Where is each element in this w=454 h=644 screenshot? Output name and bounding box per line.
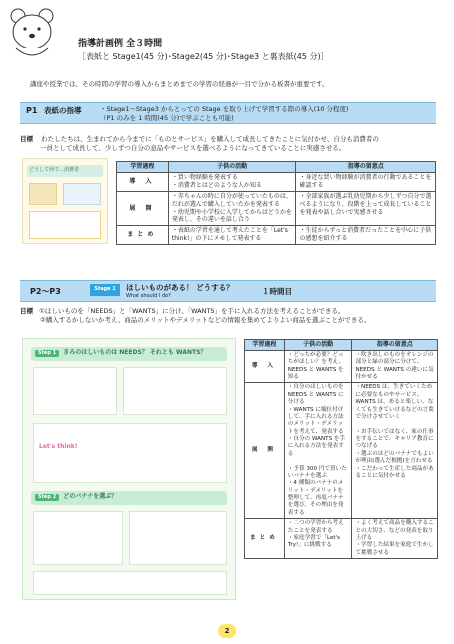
table-row — [117, 172, 436, 191]
table-row — [245, 350, 438, 383]
activity-cell: ・表紙の学習を通して考えたことを「Let's think!」の下にメモして発表する — [168, 226, 296, 245]
activity-cell: ・買い物経験を発表する ・消費者とはどのような人か知る — [168, 172, 296, 191]
stage-cell: 導 入 — [245, 350, 285, 383]
note-cell: ・全部家族が選ぶ乳幼児期から少しずつ自分で選べるようになり、段階を上って成長していることを発表や話し合いで実感させる — [296, 191, 436, 226]
p2-step1-title: きみのほしいものは NEEDS？ それとも WANTS？ — [63, 349, 207, 356]
activity-cell: ・どっちが必要？どっちがほしい？を考え、NEEDS と WANTS を知る — [284, 350, 352, 383]
p2-subtitle: What should I do? — [126, 293, 171, 299]
p2-panel-4 — [33, 511, 123, 565]
p2-step2-title: どのバナナを選ぶ？ — [63, 493, 118, 500]
p1-cover-box-3 — [29, 211, 101, 239]
note-cell: ・吹き出しのものをオレンジの部分と緑の部分に分けて、NEEDS と WANTS の違いに気付かせる — [352, 350, 438, 383]
p2-panel-1 — [33, 367, 117, 415]
stage-cell: まとめ — [245, 519, 285, 559]
table-row — [245, 383, 438, 519]
p2-panel-2 — [123, 367, 227, 415]
p2-panel-6 — [33, 571, 227, 595]
p2-step1-tag: Step 1 — [35, 350, 59, 357]
p2-step1-header — [31, 347, 227, 361]
p1-section-bar — [20, 102, 436, 124]
stage-cell: 展 開 — [117, 191, 169, 226]
p1-th-activity: 子供の活動 — [168, 162, 296, 173]
note-cell: ・生徒からずっと消費者だったことを中心に子供の感想を紹介する — [296, 226, 436, 245]
page-number: 2 — [218, 624, 236, 638]
p2-title: ほしいものがある！ どうする？ — [126, 283, 234, 292]
p2-goal-label: 目標 — [20, 307, 33, 315]
p2-th-process: 学習過程 — [245, 340, 285, 351]
p2-lets-think: Let's think! — [39, 443, 78, 450]
p1-code: P1 — [26, 106, 38, 115]
p2-step2-header — [31, 491, 227, 505]
activity-cell: ・二つの学習から考えたことを発表する ・家庭学習で「Let's Try!」に挑戦する — [284, 519, 352, 559]
stage-cell: 導 入 — [117, 172, 169, 191]
p1-cover-box-2 — [63, 183, 101, 205]
p2-section-bar — [20, 280, 436, 302]
p1-title: 表紙の指導 — [44, 106, 82, 115]
intro-text: 講座や授業では、その時間の学習の導入からまとめまでの学習の経過が一目で分かる板書が重要です。 — [30, 80, 329, 88]
p2-step2-tag: Step 2 — [35, 494, 59, 501]
p2-stage-badge: Stage 1 — [90, 284, 120, 296]
p1-goal-label: 目標 — [20, 135, 33, 143]
p2-spread-thumbnail — [22, 338, 236, 600]
p1-th-process: 学習過程 — [117, 162, 169, 173]
note-cell: ・身近な買い物経験が消費者の行動であることを確認する — [296, 172, 436, 191]
p2-lesson-table — [244, 339, 438, 559]
p1-cover-banner: どうして何で…消費者 — [27, 165, 103, 177]
p1-goal-line-2: 一員として成長して、少しずつ自分の意品やサービスを選べるようになってきていることに実感させる。 — [40, 143, 346, 152]
bear-mascot-icon — [6, 4, 58, 60]
p1-cover-box-1 — [29, 183, 57, 205]
table-row — [117, 191, 436, 226]
p2-goal-line-2: ②購入するかしないか考え、商品のメリットやデメリットなどの情報を集めてよりよい商品を選ぶことができる。 — [40, 315, 371, 324]
p1-cover-thumbnail — [22, 158, 108, 244]
plan-title: 指導計画例 全３時間 — [78, 39, 163, 49]
p1-desc-2: （P1 のみを 1 時間(45 分)で学ぶことも可能) — [100, 114, 234, 122]
p1-goal — [20, 135, 440, 153]
note-cell: ・よく考えて商品を購入することの大切さ、などの発表を取り上げる ・学習した結果を家庭で生かして挑戦させる — [352, 519, 438, 559]
table-row — [245, 519, 438, 559]
p2-th-notes: 指導の留意点 — [352, 340, 438, 351]
stage-cell: まとめ — [117, 226, 169, 245]
p1-lesson-table — [116, 161, 436, 245]
p2-panel-3 — [33, 423, 227, 483]
table-row — [117, 226, 436, 245]
plan-subtitle: ［表紙と Stage1(45 分)･Stage2(45 分)･Stage3 と裏表紙(45 分)］ — [78, 52, 329, 61]
p1-goal-line-1: わたしたちは、生まれてから今までに「ものとサービス」を購入して成長してきたことに気付かせ、自分も消費者の — [41, 135, 379, 143]
activity-cell: ・自分のほしいものを NEEDS と WANTS に分ける ・WANTS に順位付けして、手に入れる方法のメリット・デメリットを考えて、発表する ・自分の WANTS を手に入れる方法を発表する ・予算 300 円で買いたいバナナを選ぶ ・4 種類のバナナのメリット・デメリットを整理して、再度バナナを選び、その理由を発表する — [284, 383, 352, 519]
p2-time: １時間目 — [262, 287, 292, 296]
note-cell: ・NEEDS は、生きていくために必要なものやサービス。WANTS は、あると楽しい、なくても生きていけるなどの言葉で分けさせていく ・お手伝いではなく、家の仕事をすることで、キャリア教育につなげる ・選ぶのはどのバナナでもよいが理由(選んだ根拠)を言わせる ・こだわって生産した商品があることに気付かせる — [352, 383, 438, 519]
p1-desc-1: ・Stage1～Stage3 からとっての Stage を取り上げて学習する際の導入(10 分程度) — [100, 105, 349, 113]
p2-code: P2～P3 — [30, 287, 61, 296]
p2-th-activity: 子供の活動 — [284, 340, 352, 351]
p1-th-notes: 指導の留意点 — [296, 162, 436, 173]
activity-cell: ・赤ちゃんの時に自分が使っていたものは、だれが選んで購入していたかを発表する ・幼児期や小学校に入学してからはどうかを発表し、その違いを話し合う — [168, 191, 296, 226]
p2-goal-line-1: ①ほしいものを「NEEDS」と「WANTS」に分け、「WANTS」を手に入れる方法を考えることができる。 — [39, 307, 345, 315]
stage-cell: 展 開 — [245, 383, 285, 519]
p2-goal — [20, 307, 440, 325]
p2-panel-5 — [129, 511, 227, 565]
